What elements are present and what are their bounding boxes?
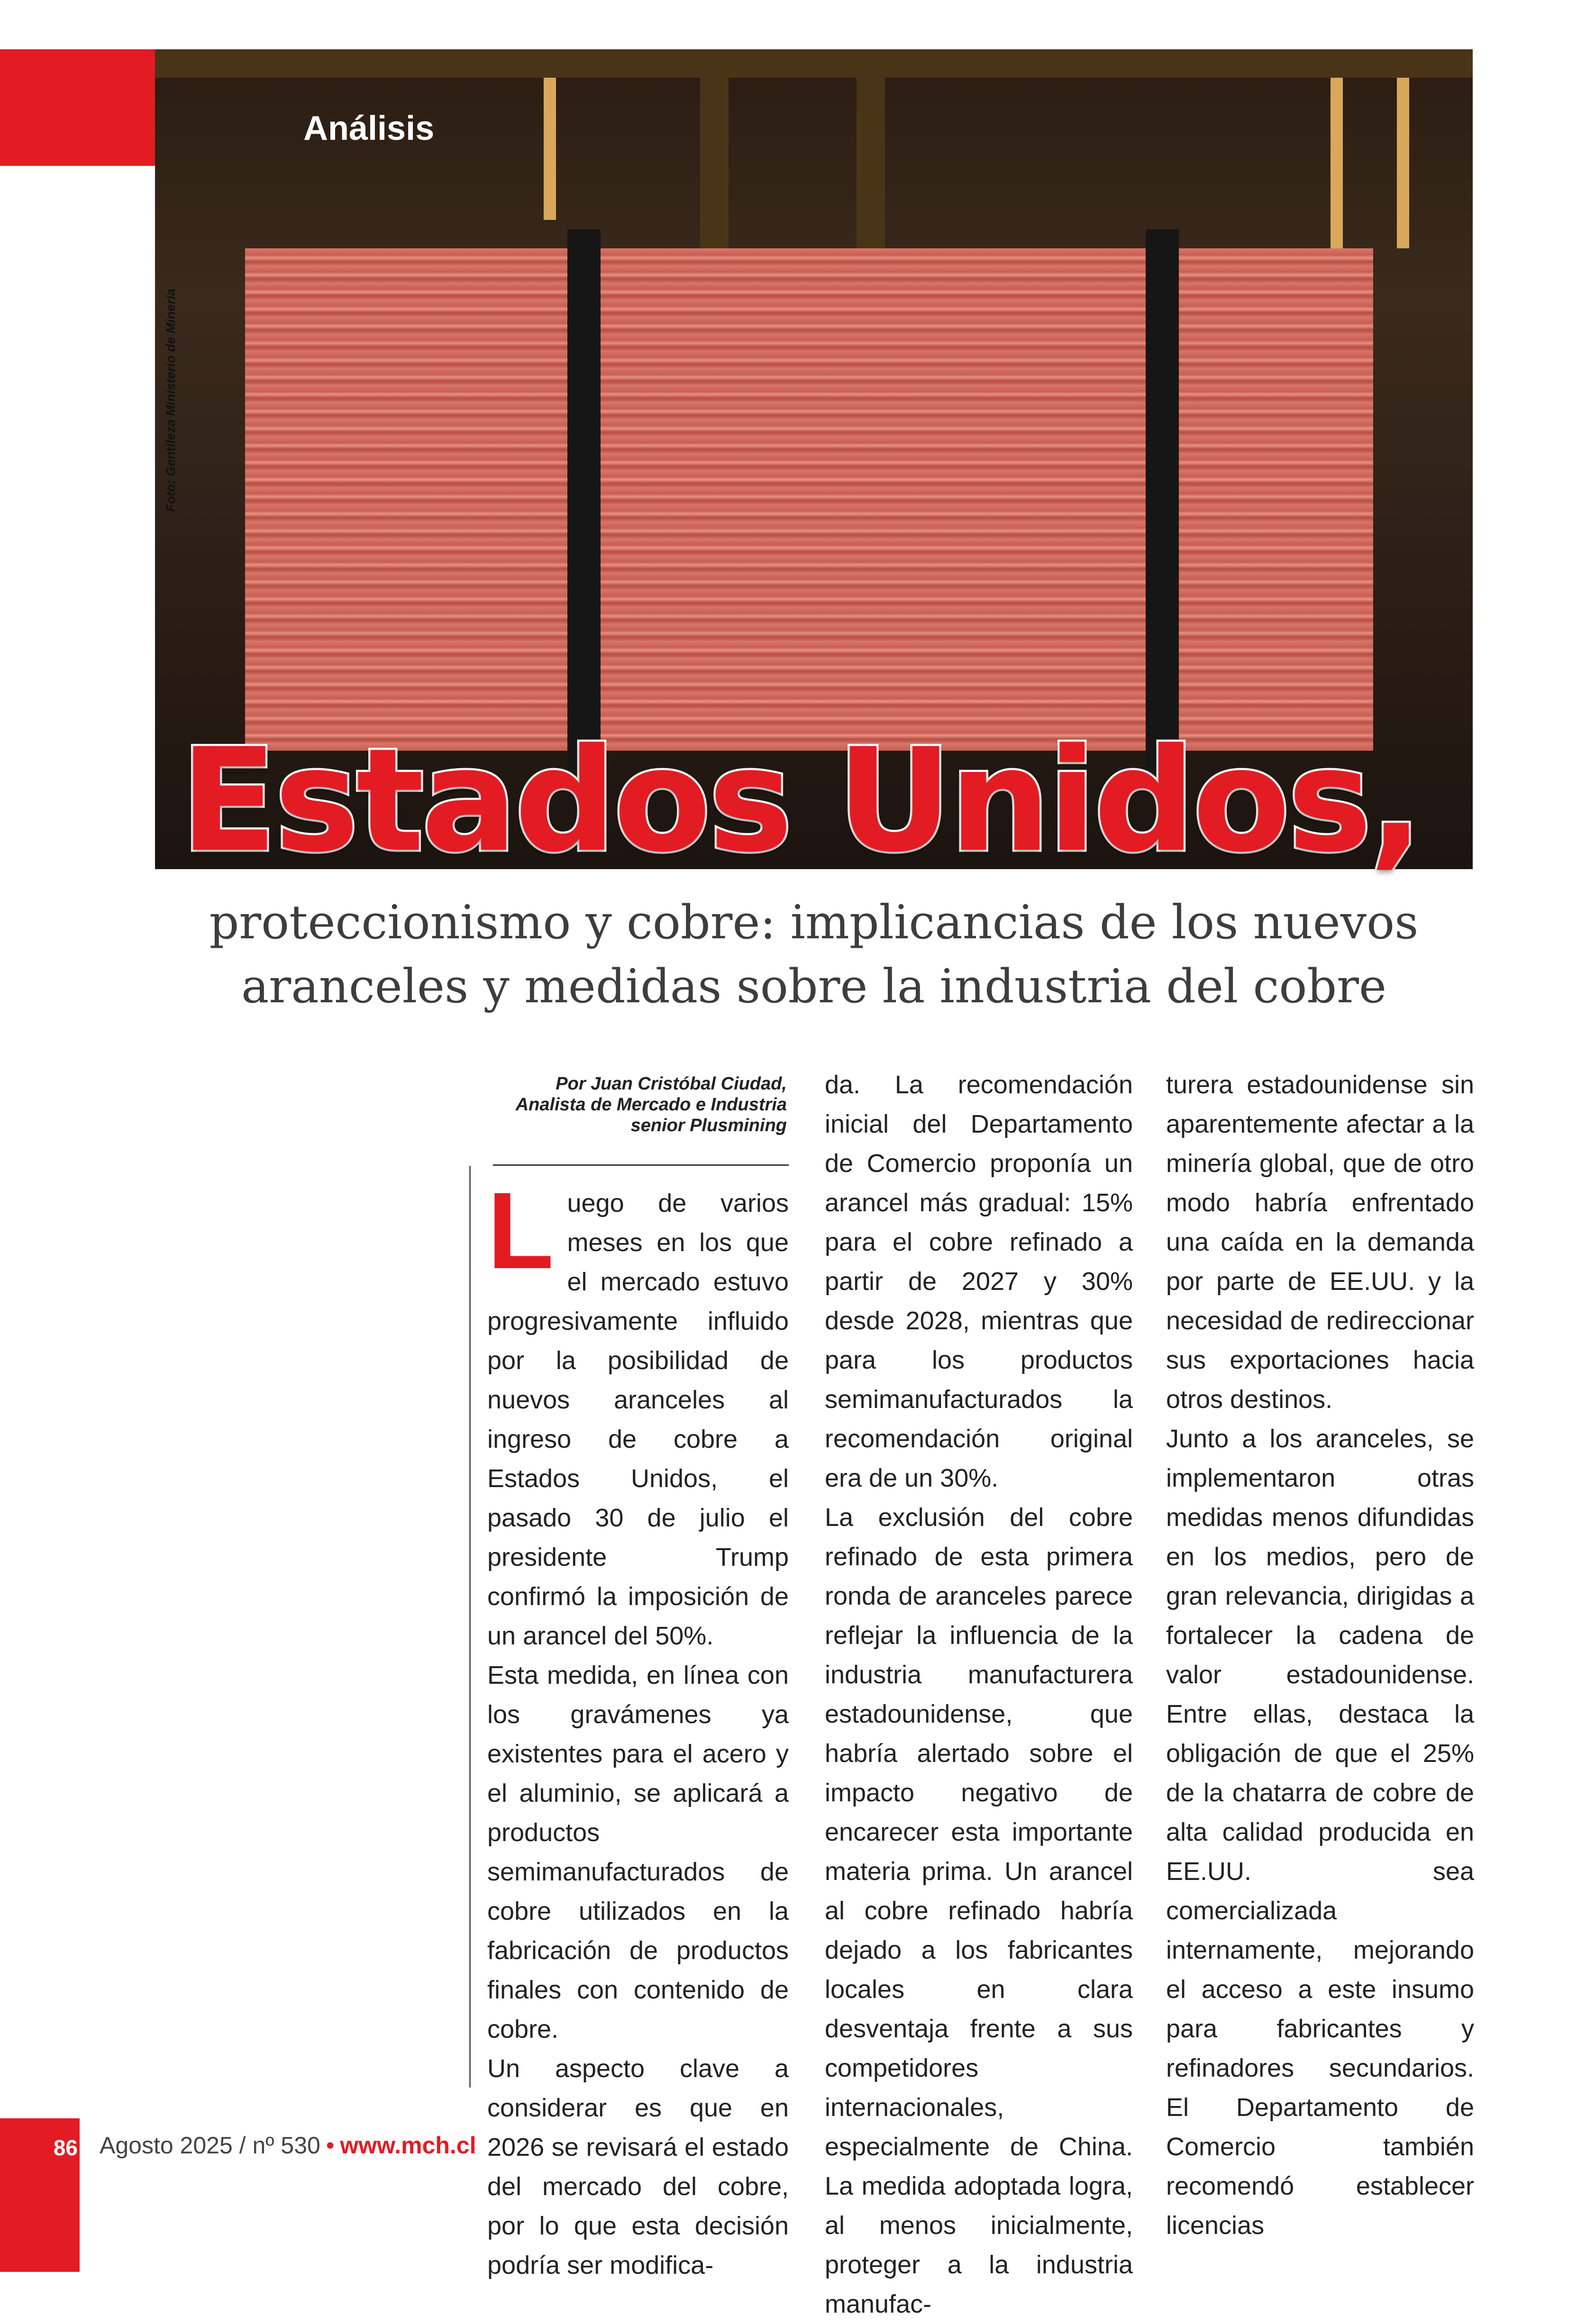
paragraph: Esta medida, en línea con los gravámenes ya existentes para el acero y el aluminio, se aplicará a productos semimanufacturados de cobre utilizados en la fabricación de productos finales con contenido de cobre. bbox=[487, 1661, 789, 2043]
article-column-1 bbox=[487, 1170, 789, 2285]
byline-role: Analista de Mercado e Industria bbox=[515, 1095, 787, 1115]
website-link[interactable]: www.mch.cl bbox=[340, 2132, 476, 2159]
drop-cap: L bbox=[487, 1170, 554, 1291]
paragraph: da. La recomendación inicial del Departamento de Comercio proponía un arancel más gradual: 15% para el cobre refinado a partir de 2027 y 30% desde 2028, mientras que para los productos semimanufacturados la recomendación original era de un 30%. bbox=[825, 1071, 1133, 1492]
page-number: 86 bbox=[53, 2135, 78, 2160]
paragraph-text: uego de varios meses en los que el mercado estuvo progresivamente influido por la posibilidad de nuevos aranceles al ingreso de cobre a Estados Unidos, el pasado 30 de julio el presidente Trump confirmó la imposición de un arancel del 50%. bbox=[487, 1189, 789, 1650]
article-subtitle bbox=[155, 891, 1473, 1019]
byline bbox=[474, 1073, 787, 1136]
paragraph: turera estadounidense sin aparentemente afectar a la minería global, que de otro modo habría enfrentado una caída en la demanda por parte de EE.UU. y la necesidad de redireccionar sus exportaciones hacia otros destinos. bbox=[1166, 1071, 1474, 1414]
subtitle-line: proteccionismo y cobre: implicancias de los nuevos bbox=[209, 896, 1419, 950]
paragraph bbox=[487, 1170, 789, 1656]
byline-company: senior Plusmining bbox=[630, 1116, 787, 1135]
photo-beam bbox=[700, 49, 729, 253]
column-divider bbox=[469, 1166, 471, 2088]
paragraph: Un aspecto clave a considerar es que en 2026 se revisará el estado del mercado del cobre, por lo que esta decisión podría ser modifica- bbox=[487, 2054, 789, 2279]
footer bbox=[100, 2132, 476, 2159]
footer-bullet: • bbox=[326, 2132, 335, 2159]
article-column-3 bbox=[1166, 1065, 1474, 2245]
photo-light bbox=[1331, 78, 1343, 248]
photo-beam bbox=[155, 49, 1473, 78]
copper-stack bbox=[245, 248, 1373, 751]
photo-beam bbox=[857, 49, 885, 253]
section-label: Análisis bbox=[303, 109, 435, 147]
paragraph: Junto a los aranceles, se implementaron otras medidas menos difundidas en los medios, pero de gran relevancia, dirigidas a fortalecer la cadena de valor estadounidense. Entre ellas, destaca la obligación de que el 25% de la chatarra de cobre de alta calidad producida en EE.UU. sea comercializada internamente, mejorando el acceso a este insumo para fabricantes y refinadores secundarios. El Departamento de Comercio también recomendó establecer licencias bbox=[1166, 1425, 1474, 2240]
paragraph: La exclusión del cobre refinado de esta primera ronda de aranceles parece reflejar la influencia de la industria manufacturera estadounidense, que habría alertado sobre el impacto negativo de encarecer esta importante materia prima. Un arancel al cobre refinado habría dejado a los fabricantes locales en clara desventaja frente a sus competidores internacionales, especialmente de China. La medida adoptada logra, al menos inicialmente, proteger a la industria manufac- bbox=[825, 1503, 1133, 2318]
photo-light bbox=[544, 78, 556, 220]
issue-info: Agosto 2025 / nº 530 bbox=[100, 2132, 320, 2159]
photo-light bbox=[1397, 78, 1409, 248]
photo-credit: Foto: Gentileza Ministerio de Minería bbox=[164, 288, 178, 512]
byline-divider bbox=[493, 1164, 789, 1166]
byline-author: Por Juan Cristóbal Ciudad, bbox=[556, 1074, 787, 1094]
steel-strap bbox=[567, 229, 601, 770]
steel-strap bbox=[1146, 229, 1179, 770]
article-column-2 bbox=[825, 1065, 1133, 2324]
article-title: Estados Unidos, bbox=[180, 718, 1421, 883]
subtitle-line: aranceles y medidas sobre la industria del cobre bbox=[241, 960, 1386, 1014]
